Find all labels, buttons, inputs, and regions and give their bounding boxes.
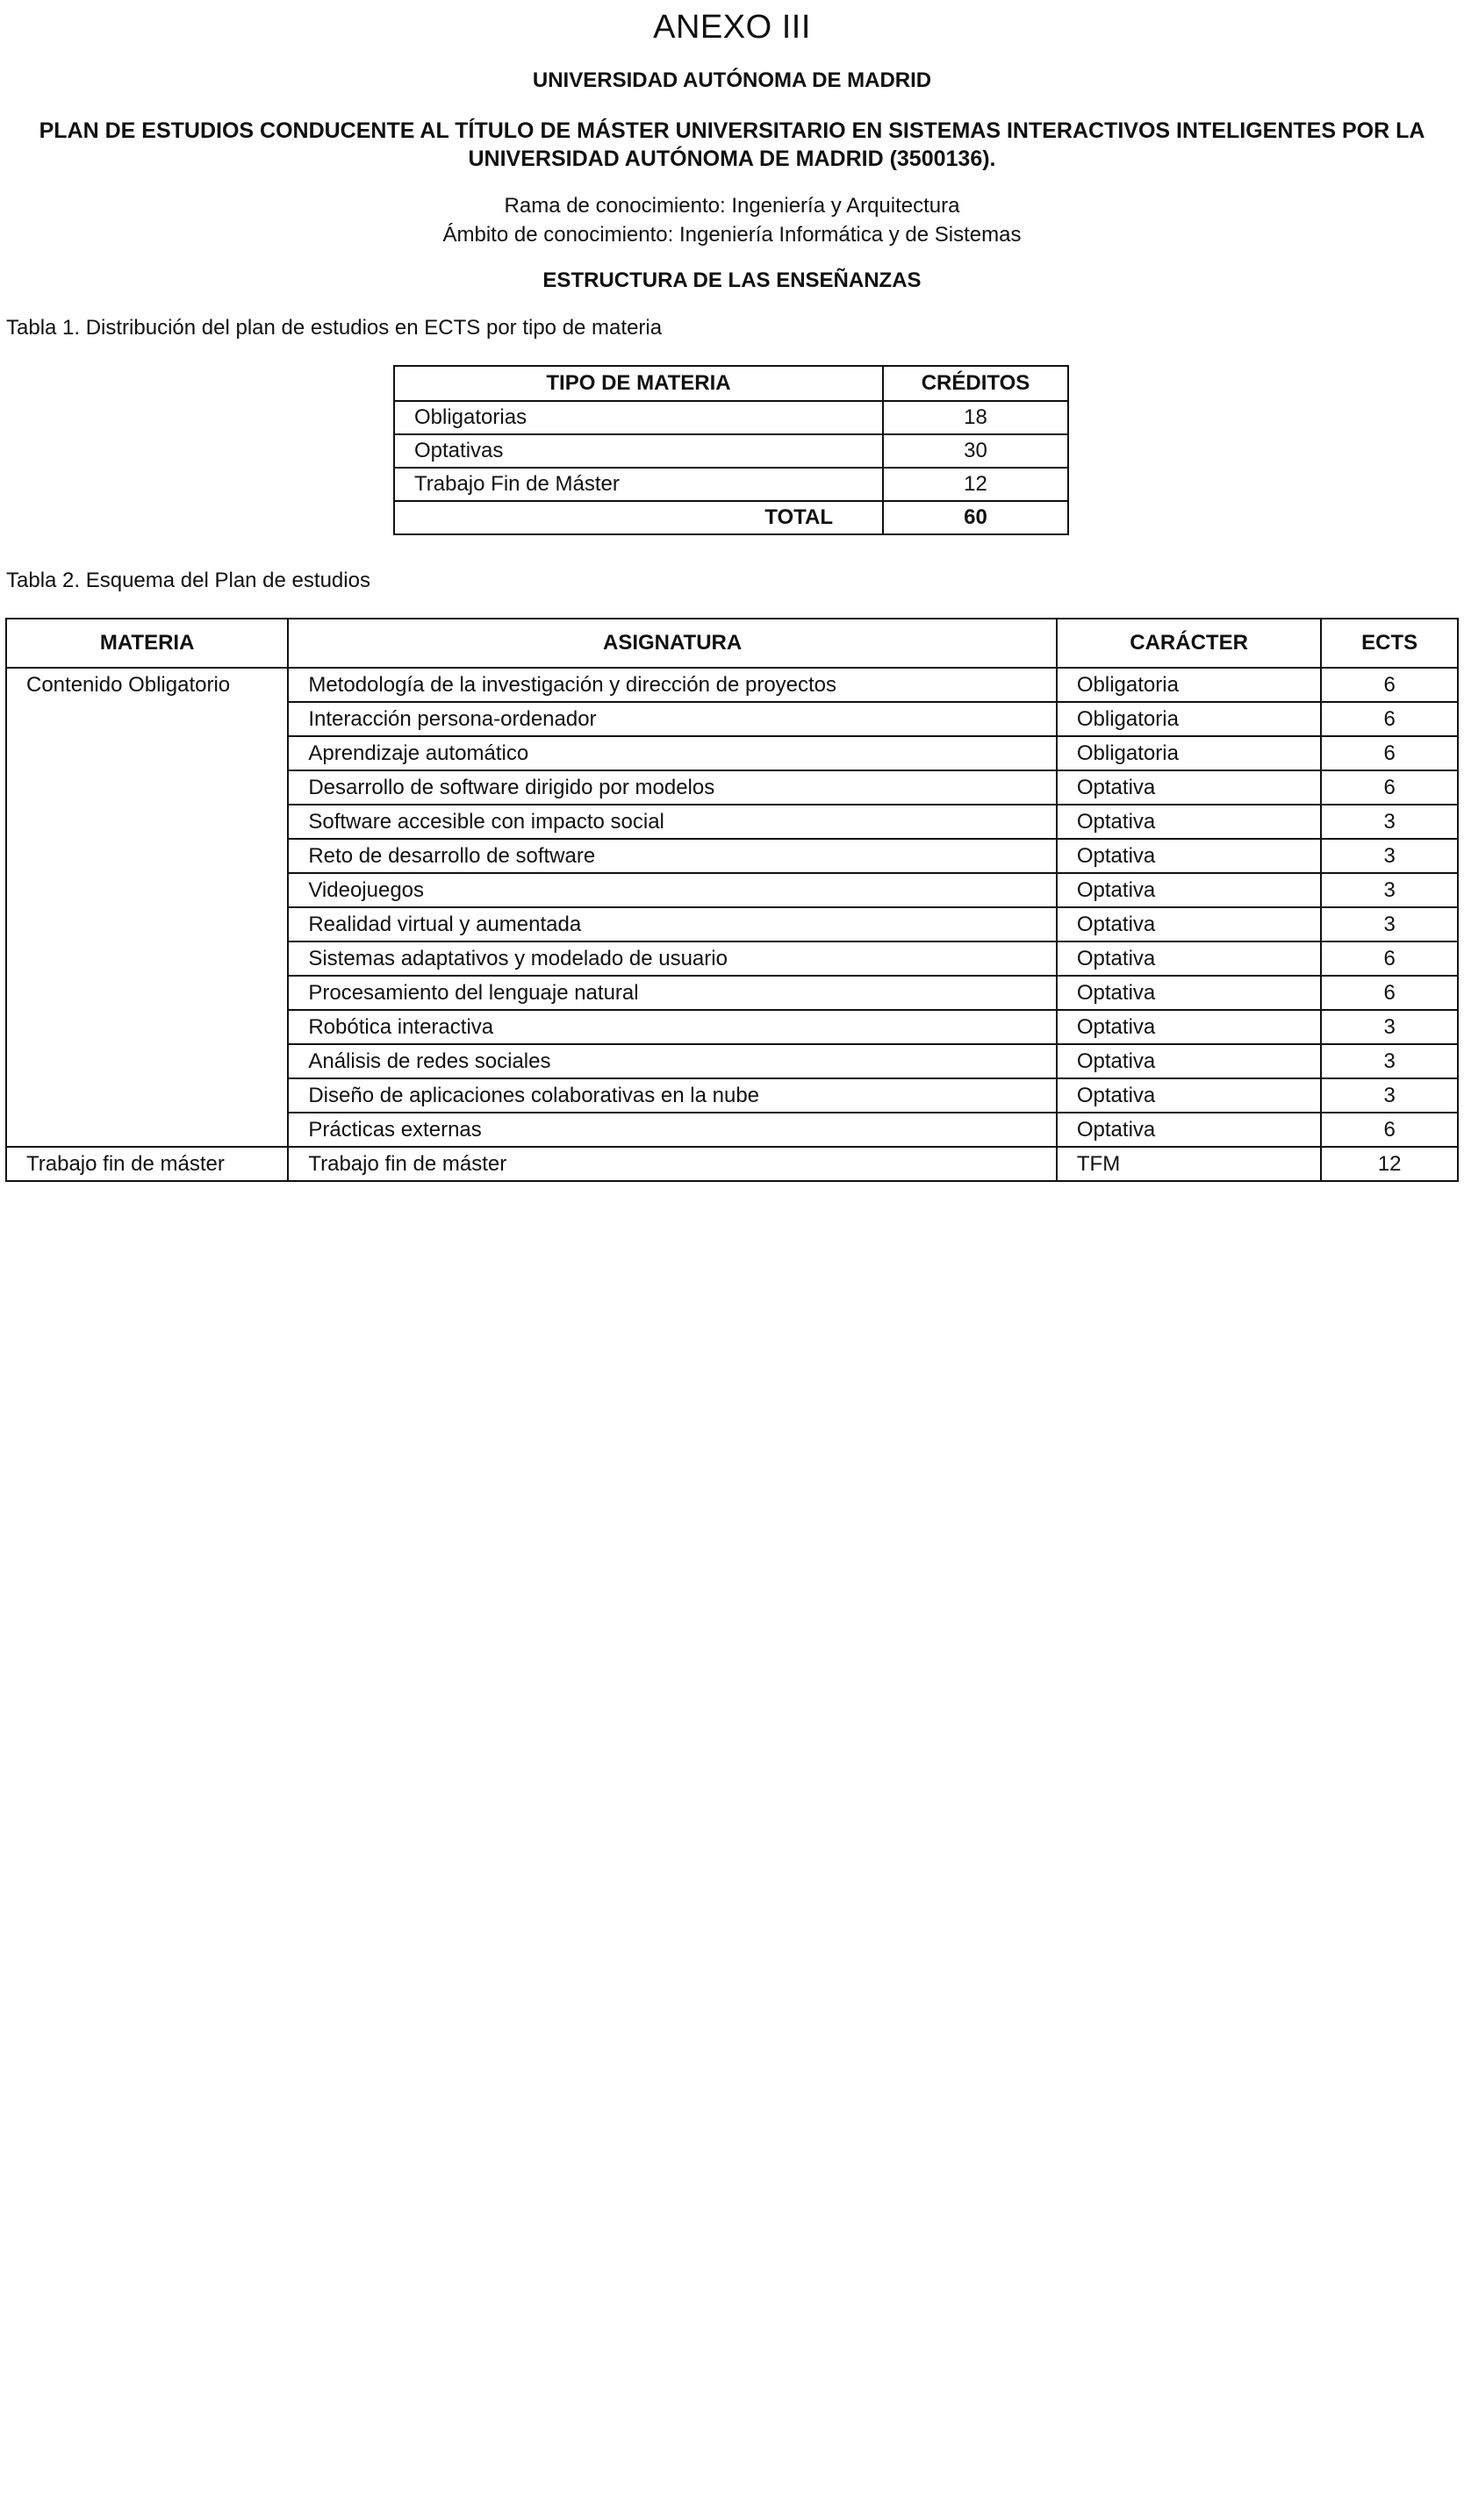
caracter-cell: Obligatoria bbox=[1057, 668, 1321, 702]
ects-cell: 6 bbox=[1321, 736, 1458, 770]
ects-cell: 6 bbox=[1321, 668, 1458, 702]
caracter-cell: Optativa bbox=[1057, 873, 1321, 907]
caracter-cell: Optativa bbox=[1057, 839, 1321, 873]
header-asignatura: ASIGNATURA bbox=[288, 619, 1057, 668]
caracter-cell: Obligatoria bbox=[1057, 736, 1321, 770]
caracter-cell: Optativa bbox=[1057, 1078, 1321, 1113]
caracter-cell: Optativa bbox=[1057, 1113, 1321, 1147]
ects-cell: 3 bbox=[1321, 1078, 1458, 1113]
caracter-cell: Optativa bbox=[1057, 976, 1321, 1010]
ects-cell: 3 bbox=[1321, 1044, 1458, 1078]
asignatura-cell: Prácticas externas bbox=[288, 1113, 1057, 1147]
asignatura-cell: Robótica interactiva bbox=[288, 1010, 1057, 1044]
asignatura-cell: Interacción persona-ordenador bbox=[288, 702, 1057, 736]
plan-title: PLAN DE ESTUDIOS CONDUCENTE AL TÍTULO DE MÁSTER UNIVERSITARIO EN SISTEMAS INTERACTIVOS INTELIGENTES POR LA UNIVERSIDAD AUTÓNOMA DE MADRID (3500136). bbox=[39, 118, 1425, 171]
asignatura-cell: Aprendizaje automático bbox=[288, 736, 1057, 770]
ects-cell: 6 bbox=[1321, 941, 1458, 976]
study-plan-table bbox=[5, 618, 1459, 1182]
ects-cell: 3 bbox=[1321, 839, 1458, 873]
rama-text: Rama de conocimiento: Ingeniería y Arquitectura bbox=[504, 194, 960, 218]
table-row bbox=[394, 401, 1068, 434]
ects-cell: 3 bbox=[1321, 873, 1458, 907]
header-tipo-materia: TIPO DE MATERIA bbox=[394, 366, 883, 401]
asignatura-cell: Software accesible con impacto social bbox=[288, 805, 1057, 839]
ects-cell: 6 bbox=[1321, 770, 1458, 805]
asignatura-cell: Diseño de aplicaciones colaborativas en la nube bbox=[288, 1078, 1057, 1113]
ects-cell: 3 bbox=[1321, 805, 1458, 839]
asignatura-cell: Videojuegos bbox=[288, 873, 1057, 907]
caracter-cell: Optativa bbox=[1057, 805, 1321, 839]
ambito-text: Ámbito de conocimiento: Ingeniería Informática y de Sistemas bbox=[442, 223, 1022, 247]
caracter-cell: Optativa bbox=[1057, 1010, 1321, 1044]
creditos-cell: 18 bbox=[883, 401, 1068, 434]
credits-distribution-table bbox=[393, 365, 1069, 535]
ects-cell: 6 bbox=[1321, 1113, 1458, 1147]
table1-header-row bbox=[394, 366, 1068, 401]
table-row bbox=[6, 668, 1458, 702]
caracter-cell: Optativa bbox=[1057, 907, 1321, 941]
asignatura-cell: Trabajo fin de máster bbox=[288, 1147, 1057, 1181]
caracter-cell: Optativa bbox=[1057, 941, 1321, 976]
table2-header-row bbox=[6, 619, 1458, 668]
creditos-cell: 12 bbox=[883, 468, 1068, 501]
ects-cell: 3 bbox=[1321, 907, 1458, 941]
header-creditos: CRÉDITOS bbox=[883, 366, 1068, 401]
tfm-row bbox=[6, 1147, 1458, 1181]
table-row bbox=[394, 434, 1068, 468]
knowledge-area-block bbox=[0, 191, 1464, 249]
header-materia: MATERIA bbox=[6, 619, 288, 668]
asignatura-cell: Procesamiento del lenguaje natural bbox=[288, 976, 1057, 1010]
asignatura-cell: Reto de desarrollo de software bbox=[288, 839, 1057, 873]
table2-caption: Tabla 2. Esquema del Plan de estudios bbox=[6, 569, 370, 592]
header-ects: ECTS bbox=[1321, 619, 1458, 668]
asignatura-cell: Sistemas adaptativos y modelado de usuario bbox=[288, 941, 1057, 976]
caracter-cell: TFM bbox=[1057, 1147, 1321, 1181]
total-row bbox=[394, 501, 1068, 534]
ects-cell: 3 bbox=[1321, 1010, 1458, 1044]
caracter-cell: Optativa bbox=[1057, 770, 1321, 805]
annex-title: ANEXO III bbox=[653, 9, 811, 46]
asignatura-cell: Desarrollo de software dirigido por modelos bbox=[288, 770, 1057, 805]
materia-cell: Trabajo fin de máster bbox=[6, 1147, 288, 1181]
total-value: 60 bbox=[883, 501, 1068, 534]
ects-cell: 6 bbox=[1321, 702, 1458, 736]
total-label: TOTAL bbox=[394, 501, 883, 534]
ects-cell: 6 bbox=[1321, 976, 1458, 1010]
tipo-cell: Optativas bbox=[394, 434, 883, 468]
university-name: UNIVERSIDAD AUTÓNOMA DE MADRID bbox=[532, 68, 932, 92]
header-caracter: CARÁCTER bbox=[1057, 619, 1321, 668]
asignatura-cell: Realidad virtual y aumentada bbox=[288, 907, 1057, 941]
asignatura-cell: Metodología de la investigación y dirección de proyectos bbox=[288, 668, 1057, 702]
tipo-cell: Obligatorias bbox=[394, 401, 883, 434]
creditos-cell: 30 bbox=[883, 434, 1068, 468]
asignatura-cell: Análisis de redes sociales bbox=[288, 1044, 1057, 1078]
ects-cell: 12 bbox=[1321, 1147, 1458, 1181]
structure-title: ESTRUCTURA DE LAS ENSEÑANZAS bbox=[542, 268, 922, 292]
materia-cell: Contenido Obligatorio bbox=[6, 668, 288, 1147]
caracter-cell: Obligatoria bbox=[1057, 702, 1321, 736]
tipo-cell: Trabajo Fin de Máster bbox=[394, 468, 883, 501]
table1-caption: Tabla 1. Distribución del plan de estudios en ECTS por tipo de materia bbox=[6, 316, 663, 340]
table-row bbox=[394, 468, 1068, 501]
caracter-cell: Optativa bbox=[1057, 1044, 1321, 1078]
